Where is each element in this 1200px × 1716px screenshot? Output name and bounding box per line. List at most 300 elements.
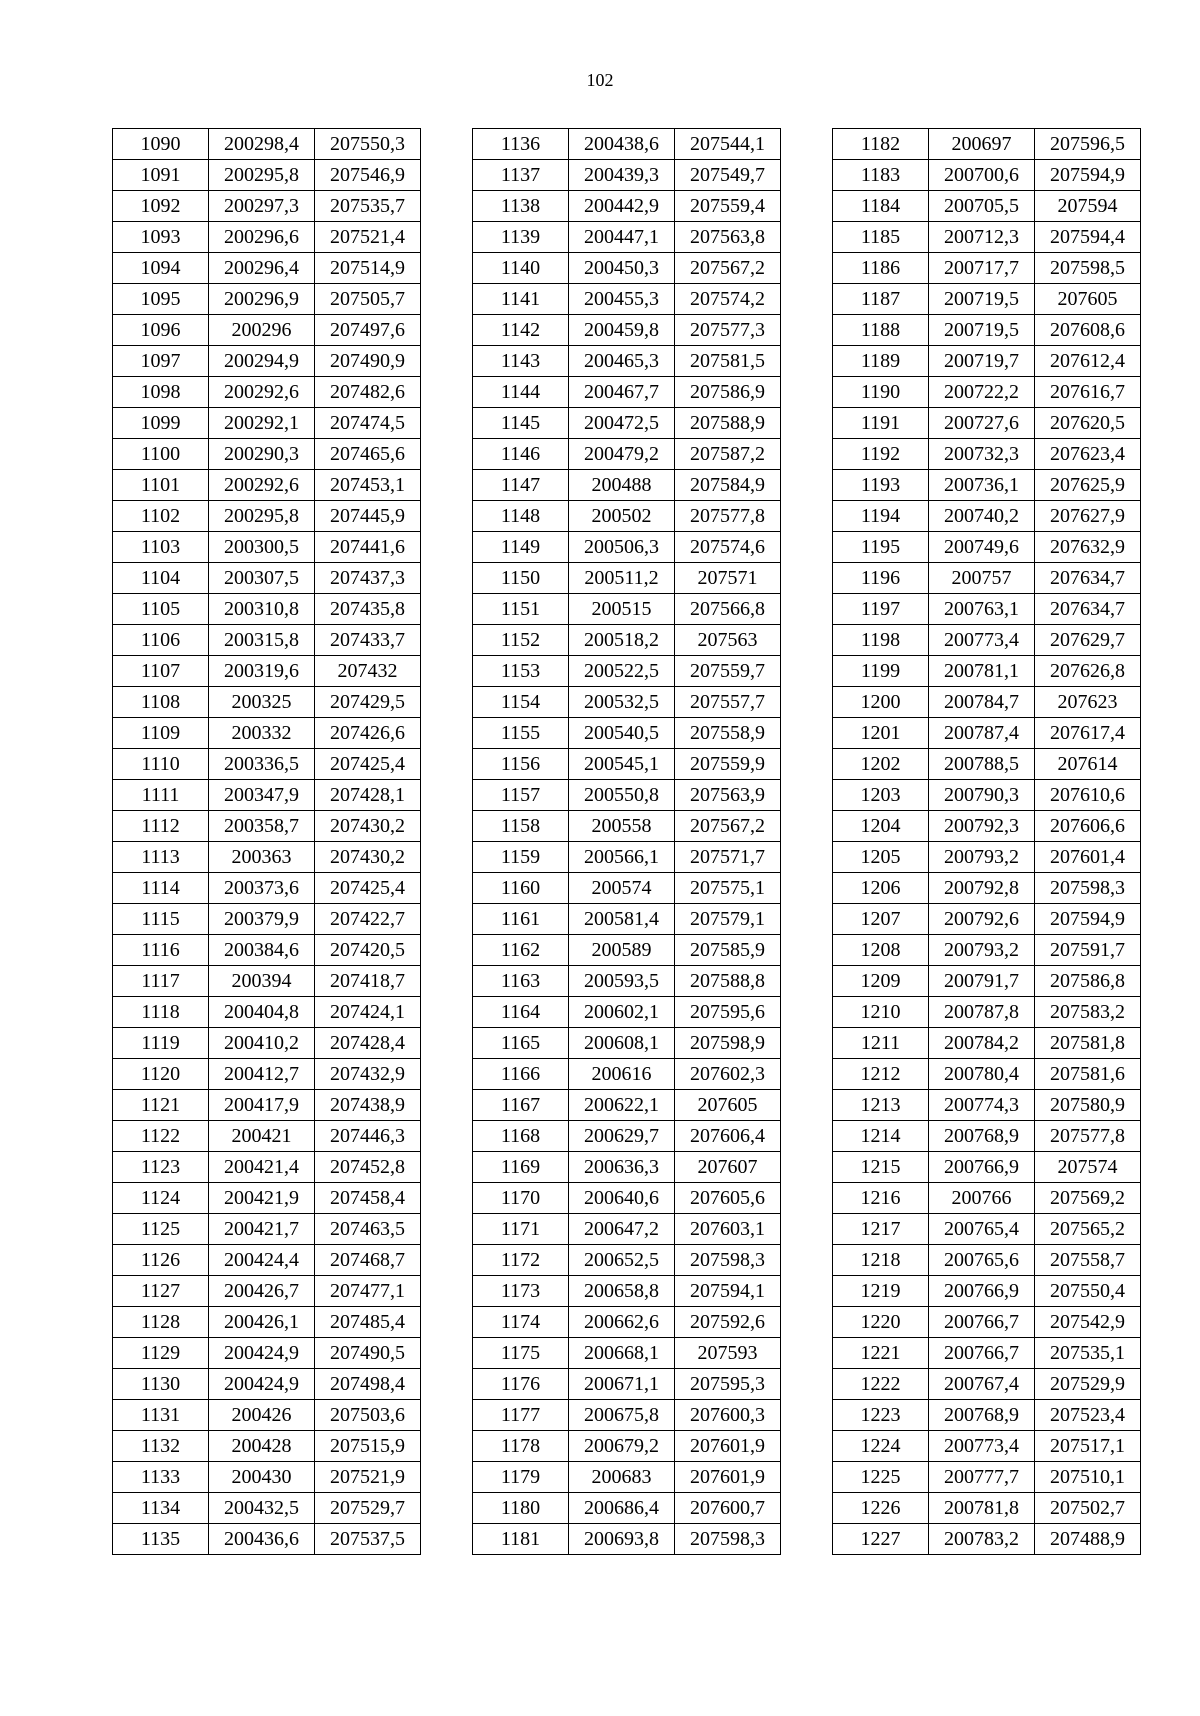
point-number-cell: 1184: [833, 191, 929, 222]
point-number-cell: 1110: [113, 749, 209, 780]
x-coordinate-cell: 200792,3: [929, 811, 1035, 842]
table-row: [473, 346, 781, 377]
table-row: [833, 160, 1141, 191]
y-coordinate-cell: 207498,4: [315, 1369, 421, 1400]
y-coordinate-cell: 207453,1: [315, 470, 421, 501]
y-coordinate-cell: 207503,6: [315, 1400, 421, 1431]
point-number-cell: 1114: [113, 873, 209, 904]
y-coordinate-cell: 207546,9: [315, 160, 421, 191]
x-coordinate-cell: 200430: [209, 1462, 315, 1493]
y-coordinate-cell: 207598,9: [675, 1028, 781, 1059]
table-row: [833, 1431, 1141, 1462]
point-number-cell: 1192: [833, 439, 929, 470]
table-row: [113, 997, 421, 1028]
x-coordinate-cell: 200712,3: [929, 222, 1035, 253]
x-coordinate-cell: 200295,8: [209, 501, 315, 532]
coordinate-table-3: [832, 128, 1141, 1555]
point-number-cell: 1198: [833, 625, 929, 656]
x-coordinate-cell: 200424,9: [209, 1338, 315, 1369]
y-coordinate-cell: 207623: [1035, 687, 1141, 718]
table-row: [833, 966, 1141, 997]
point-number-cell: 1092: [113, 191, 209, 222]
point-number-cell: 1101: [113, 470, 209, 501]
table-row: [473, 1524, 781, 1555]
table-row: [113, 501, 421, 532]
y-coordinate-cell: 207579,1: [675, 904, 781, 935]
point-number-cell: 1139: [473, 222, 569, 253]
point-number-cell: 1190: [833, 377, 929, 408]
x-coordinate-cell: 200784,2: [929, 1028, 1035, 1059]
point-number-cell: 1144: [473, 377, 569, 408]
x-coordinate-cell: 200412,7: [209, 1059, 315, 1090]
y-coordinate-cell: 207474,5: [315, 408, 421, 439]
y-coordinate-cell: 207463,5: [315, 1214, 421, 1245]
table-row: [473, 470, 781, 501]
y-coordinate-cell: 207602,3: [675, 1059, 781, 1090]
point-number-cell: 1208: [833, 935, 929, 966]
y-coordinate-cell: 207594,9: [1035, 904, 1141, 935]
point-number-cell: 1193: [833, 470, 929, 501]
y-coordinate-cell: 207429,5: [315, 687, 421, 718]
point-number-cell: 1127: [113, 1276, 209, 1307]
x-coordinate-cell: 200545,1: [569, 749, 675, 780]
table-row: [833, 780, 1141, 811]
point-number-cell: 1178: [473, 1431, 569, 1462]
y-coordinate-cell: 207616,7: [1035, 377, 1141, 408]
y-coordinate-cell: 207588,8: [675, 966, 781, 997]
y-coordinate-cell: 207598,3: [675, 1245, 781, 1276]
y-coordinate-cell: 207610,6: [1035, 780, 1141, 811]
y-coordinate-cell: 207581,8: [1035, 1028, 1141, 1059]
table-row: [833, 811, 1141, 842]
point-number-cell: 1186: [833, 253, 929, 284]
y-coordinate-cell: 207606,4: [675, 1121, 781, 1152]
point-number-cell: 1194: [833, 501, 929, 532]
point-number-cell: 1113: [113, 842, 209, 873]
x-coordinate-cell: 200325: [209, 687, 315, 718]
y-coordinate-cell: 207574,6: [675, 532, 781, 563]
table-row: [113, 1183, 421, 1214]
point-number-cell: 1168: [473, 1121, 569, 1152]
x-coordinate-cell: 200522,5: [569, 656, 675, 687]
y-coordinate-cell: 207571,7: [675, 842, 781, 873]
table-row: [473, 811, 781, 842]
point-number-cell: 1128: [113, 1307, 209, 1338]
y-coordinate-cell: 207594: [1035, 191, 1141, 222]
x-coordinate-cell: 200394: [209, 966, 315, 997]
y-coordinate-cell: 207583,2: [1035, 997, 1141, 1028]
y-coordinate-cell: 207523,4: [1035, 1400, 1141, 1431]
y-coordinate-cell: 207565,2: [1035, 1214, 1141, 1245]
point-number-cell: 1096: [113, 315, 209, 346]
point-number-cell: 1167: [473, 1090, 569, 1121]
table-row: [113, 1245, 421, 1276]
y-coordinate-cell: 207435,8: [315, 594, 421, 625]
table-row: [473, 1183, 781, 1214]
y-coordinate-cell: 207542,9: [1035, 1307, 1141, 1338]
table-row: [833, 656, 1141, 687]
y-coordinate-cell: 207432: [315, 656, 421, 687]
table-row: [833, 1121, 1141, 1152]
x-coordinate-cell: 200574: [569, 873, 675, 904]
x-coordinate-cell: 200307,5: [209, 563, 315, 594]
point-number-cell: 1135: [113, 1524, 209, 1555]
x-coordinate-cell: 200558: [569, 811, 675, 842]
point-number-cell: 1126: [113, 1245, 209, 1276]
y-coordinate-cell: 207432,9: [315, 1059, 421, 1090]
x-coordinate-cell: 200428: [209, 1431, 315, 1462]
x-coordinate-cell: 200459,8: [569, 315, 675, 346]
x-coordinate-cell: 200502: [569, 501, 675, 532]
table-row: [113, 1090, 421, 1121]
x-coordinate-cell: 200455,3: [569, 284, 675, 315]
point-number-cell: 1132: [113, 1431, 209, 1462]
y-coordinate-cell: 207535,7: [315, 191, 421, 222]
y-coordinate-cell: 207558,9: [675, 718, 781, 749]
y-coordinate-cell: 207634,7: [1035, 594, 1141, 625]
point-number-cell: 1207: [833, 904, 929, 935]
point-number-cell: 1150: [473, 563, 569, 594]
x-coordinate-cell: 200767,4: [929, 1369, 1035, 1400]
x-coordinate-cell: 200515: [569, 594, 675, 625]
x-coordinate-cell: 200784,7: [929, 687, 1035, 718]
table-row: [473, 935, 781, 966]
table-row: [113, 935, 421, 966]
point-number-cell: 1142: [473, 315, 569, 346]
point-number-cell: 1215: [833, 1152, 929, 1183]
y-coordinate-cell: 207571: [675, 563, 781, 594]
x-coordinate-cell: 200410,2: [209, 1028, 315, 1059]
y-coordinate-cell: 207566,8: [675, 594, 781, 625]
point-number-cell: 1187: [833, 284, 929, 315]
point-number-cell: 1115: [113, 904, 209, 935]
y-coordinate-cell: 207614: [1035, 749, 1141, 780]
x-coordinate-cell: 200363: [209, 842, 315, 873]
x-coordinate-cell: 200467,7: [569, 377, 675, 408]
table-row: [113, 129, 421, 160]
point-number-cell: 1109: [113, 718, 209, 749]
point-number-cell: 1185: [833, 222, 929, 253]
point-number-cell: 1147: [473, 470, 569, 501]
x-coordinate-cell: 200384,6: [209, 935, 315, 966]
y-coordinate-cell: 207601,4: [1035, 842, 1141, 873]
point-number-cell: 1093: [113, 222, 209, 253]
point-number-cell: 1098: [113, 377, 209, 408]
y-coordinate-cell: 207600,3: [675, 1400, 781, 1431]
x-coordinate-cell: 200294,9: [209, 346, 315, 377]
x-coordinate-cell: 200793,2: [929, 935, 1035, 966]
x-coordinate-cell: 200658,8: [569, 1276, 675, 1307]
x-coordinate-cell: 200432,5: [209, 1493, 315, 1524]
table-row: [113, 842, 421, 873]
point-number-cell: 1103: [113, 532, 209, 563]
y-coordinate-cell: 207626,8: [1035, 656, 1141, 687]
x-coordinate-cell: 200768,9: [929, 1400, 1035, 1431]
table-row: [833, 315, 1141, 346]
table-row: [473, 1028, 781, 1059]
y-coordinate-cell: 207629,7: [1035, 625, 1141, 656]
y-coordinate-cell: 207557,7: [675, 687, 781, 718]
table-row: [473, 284, 781, 315]
table-row: [833, 718, 1141, 749]
point-number-cell: 1196: [833, 563, 929, 594]
table-row: [833, 1493, 1141, 1524]
x-coordinate-cell: 200426,1: [209, 1307, 315, 1338]
table-row: [473, 873, 781, 904]
y-coordinate-cell: 207617,4: [1035, 718, 1141, 749]
table-row: [113, 1214, 421, 1245]
point-number-cell: 1140: [473, 253, 569, 284]
y-coordinate-cell: 207559,4: [675, 191, 781, 222]
table-row: [833, 1369, 1141, 1400]
point-number-cell: 1149: [473, 532, 569, 563]
point-number-cell: 1100: [113, 439, 209, 470]
table-row: [473, 222, 781, 253]
table-row: [473, 191, 781, 222]
y-coordinate-cell: 207505,7: [315, 284, 421, 315]
point-number-cell: 1180: [473, 1493, 569, 1524]
y-coordinate-cell: 207577,8: [1035, 1121, 1141, 1152]
x-coordinate-cell: 200722,2: [929, 377, 1035, 408]
point-number-cell: 1104: [113, 563, 209, 594]
y-coordinate-cell: 207458,4: [315, 1183, 421, 1214]
table-row: [113, 1493, 421, 1524]
point-number-cell: 1158: [473, 811, 569, 842]
point-number-cell: 1205: [833, 842, 929, 873]
table-row: [473, 842, 781, 873]
y-coordinate-cell: 207563: [675, 625, 781, 656]
table-row: [113, 222, 421, 253]
table-row: [833, 1090, 1141, 1121]
table-row: [833, 1400, 1141, 1431]
x-coordinate-cell: 200773,4: [929, 1431, 1035, 1462]
point-number-cell: 1097: [113, 346, 209, 377]
point-number-cell: 1112: [113, 811, 209, 842]
x-coordinate-cell: 200290,3: [209, 439, 315, 470]
y-coordinate-cell: 207594,1: [675, 1276, 781, 1307]
point-number-cell: 1143: [473, 346, 569, 377]
point-number-cell: 1202: [833, 749, 929, 780]
y-coordinate-cell: 207586,9: [675, 377, 781, 408]
x-coordinate-cell: 200472,5: [569, 408, 675, 439]
table-row: [473, 1245, 781, 1276]
y-coordinate-cell: 207598,5: [1035, 253, 1141, 284]
point-number-cell: 1174: [473, 1307, 569, 1338]
table-row: [113, 1059, 421, 1090]
table-row: [473, 160, 781, 191]
point-number-cell: 1212: [833, 1059, 929, 1090]
table-row: [113, 563, 421, 594]
y-coordinate-cell: 207607: [675, 1152, 781, 1183]
y-coordinate-cell: 207580,9: [1035, 1090, 1141, 1121]
y-coordinate-cell: 207574,2: [675, 284, 781, 315]
x-coordinate-cell: 200790,3: [929, 780, 1035, 811]
point-number-cell: 1165: [473, 1028, 569, 1059]
table-row: [473, 594, 781, 625]
table-row: [833, 1152, 1141, 1183]
table-row: [473, 501, 781, 532]
x-coordinate-cell: 200581,4: [569, 904, 675, 935]
y-coordinate-cell: 207559,7: [675, 656, 781, 687]
x-coordinate-cell: 200671,1: [569, 1369, 675, 1400]
x-coordinate-cell: 200788,5: [929, 749, 1035, 780]
point-number-cell: 1166: [473, 1059, 569, 1090]
table-row: [833, 842, 1141, 873]
y-coordinate-cell: 207502,7: [1035, 1493, 1141, 1524]
table-row: [113, 811, 421, 842]
point-number-cell: 1134: [113, 1493, 209, 1524]
y-coordinate-cell: 207433,7: [315, 625, 421, 656]
point-number-cell: 1179: [473, 1462, 569, 1493]
table-row: [833, 1214, 1141, 1245]
x-coordinate-cell: 200550,8: [569, 780, 675, 811]
table-row: [473, 1121, 781, 1152]
table-row: [113, 594, 421, 625]
y-coordinate-cell: 207465,6: [315, 439, 421, 470]
y-coordinate-cell: 207514,9: [315, 253, 421, 284]
y-coordinate-cell: 207581,5: [675, 346, 781, 377]
x-coordinate-cell: 200662,6: [569, 1307, 675, 1338]
point-number-cell: 1131: [113, 1400, 209, 1431]
point-number-cell: 1195: [833, 532, 929, 563]
point-number-cell: 1169: [473, 1152, 569, 1183]
x-coordinate-cell: 200774,3: [929, 1090, 1035, 1121]
point-number-cell: 1182: [833, 129, 929, 160]
x-coordinate-cell: 200683: [569, 1462, 675, 1493]
point-number-cell: 1145: [473, 408, 569, 439]
x-coordinate-cell: 200426,7: [209, 1276, 315, 1307]
x-coordinate-cell: 200540,5: [569, 718, 675, 749]
point-number-cell: 1094: [113, 253, 209, 284]
point-number-cell: 1091: [113, 160, 209, 191]
table-row: [113, 408, 421, 439]
point-number-cell: 1164: [473, 997, 569, 1028]
x-coordinate-cell: 200766,9: [929, 1152, 1035, 1183]
y-coordinate-cell: 207606,6: [1035, 811, 1141, 842]
x-coordinate-cell: 200518,2: [569, 625, 675, 656]
point-number-cell: 1191: [833, 408, 929, 439]
y-coordinate-cell: 207594,9: [1035, 160, 1141, 191]
y-coordinate-cell: 207428,1: [315, 780, 421, 811]
y-coordinate-cell: 207425,4: [315, 749, 421, 780]
table-row: [473, 532, 781, 563]
table-row: [833, 1524, 1141, 1555]
x-coordinate-cell: 200292,1: [209, 408, 315, 439]
point-number-cell: 1116: [113, 935, 209, 966]
table-row: [473, 904, 781, 935]
x-coordinate-cell: 200773,4: [929, 625, 1035, 656]
table-row: [473, 1059, 781, 1090]
x-coordinate-cell: 200787,4: [929, 718, 1035, 749]
y-coordinate-cell: 207430,2: [315, 811, 421, 842]
table-row: [833, 904, 1141, 935]
x-coordinate-cell: 200566,1: [569, 842, 675, 873]
table-row: [473, 1431, 781, 1462]
y-coordinate-cell: 207428,4: [315, 1028, 421, 1059]
y-coordinate-cell: 207477,1: [315, 1276, 421, 1307]
table-row: [113, 1369, 421, 1400]
point-number-cell: 1217: [833, 1214, 929, 1245]
table-row: [113, 749, 421, 780]
y-coordinate-cell: 207605,6: [675, 1183, 781, 1214]
x-coordinate-cell: 200652,5: [569, 1245, 675, 1276]
x-coordinate-cell: 200787,8: [929, 997, 1035, 1028]
table-row: [833, 1245, 1141, 1276]
table-row: [473, 563, 781, 594]
y-coordinate-cell: 207418,7: [315, 966, 421, 997]
y-coordinate-cell: 207445,9: [315, 501, 421, 532]
table-row: [113, 1400, 421, 1431]
y-coordinate-cell: 207490,9: [315, 346, 421, 377]
point-number-cell: 1163: [473, 966, 569, 997]
table-row: [113, 904, 421, 935]
y-coordinate-cell: 207490,5: [315, 1338, 421, 1369]
y-coordinate-cell: 207430,2: [315, 842, 421, 873]
x-coordinate-cell: 200450,3: [569, 253, 675, 284]
table-row: [473, 1214, 781, 1245]
y-coordinate-cell: 207488,9: [1035, 1524, 1141, 1555]
point-number-cell: 1188: [833, 315, 929, 346]
x-coordinate-cell: 200622,1: [569, 1090, 675, 1121]
coordinate-table-2: [472, 128, 781, 1555]
table-row: [473, 129, 781, 160]
x-coordinate-cell: 200757: [929, 563, 1035, 594]
table-row: [473, 1090, 781, 1121]
point-number-cell: 1119: [113, 1028, 209, 1059]
x-coordinate-cell: 200647,2: [569, 1214, 675, 1245]
x-coordinate-cell: 200421: [209, 1121, 315, 1152]
x-coordinate-cell: 200781,8: [929, 1493, 1035, 1524]
point-number-cell: 1210: [833, 997, 929, 1028]
y-coordinate-cell: 207605: [1035, 284, 1141, 315]
table-row: [473, 377, 781, 408]
point-number-cell: 1214: [833, 1121, 929, 1152]
table-row: [833, 1276, 1141, 1307]
table-row: [473, 1307, 781, 1338]
table-row: [833, 594, 1141, 625]
point-number-cell: 1160: [473, 873, 569, 904]
table-row: [833, 873, 1141, 904]
point-number-cell: 1153: [473, 656, 569, 687]
table-row: [473, 687, 781, 718]
y-coordinate-cell: 207567,2: [675, 253, 781, 284]
point-number-cell: 1177: [473, 1400, 569, 1431]
point-number-cell: 1221: [833, 1338, 929, 1369]
x-coordinate-cell: 200506,3: [569, 532, 675, 563]
point-number-cell: 1146: [473, 439, 569, 470]
point-number-cell: 1095: [113, 284, 209, 315]
x-coordinate-cell: 200640,6: [569, 1183, 675, 1214]
point-number-cell: 1213: [833, 1090, 929, 1121]
y-coordinate-cell: 207577,8: [675, 501, 781, 532]
x-coordinate-cell: 200296,6: [209, 222, 315, 253]
x-coordinate-cell: 200616: [569, 1059, 675, 1090]
table-row: [113, 532, 421, 563]
y-coordinate-cell: 207485,4: [315, 1307, 421, 1338]
point-number-cell: 1203: [833, 780, 929, 811]
x-coordinate-cell: 200719,7: [929, 346, 1035, 377]
table-row: [473, 656, 781, 687]
y-coordinate-cell: 207598,3: [675, 1524, 781, 1555]
point-number-cell: 1224: [833, 1431, 929, 1462]
x-coordinate-cell: 200700,6: [929, 160, 1035, 191]
x-coordinate-cell: 200686,4: [569, 1493, 675, 1524]
table-row: [473, 1152, 781, 1183]
x-coordinate-cell: 200765,6: [929, 1245, 1035, 1276]
table-row: [473, 1462, 781, 1493]
y-coordinate-cell: 207623,4: [1035, 439, 1141, 470]
y-coordinate-cell: 207625,9: [1035, 470, 1141, 501]
